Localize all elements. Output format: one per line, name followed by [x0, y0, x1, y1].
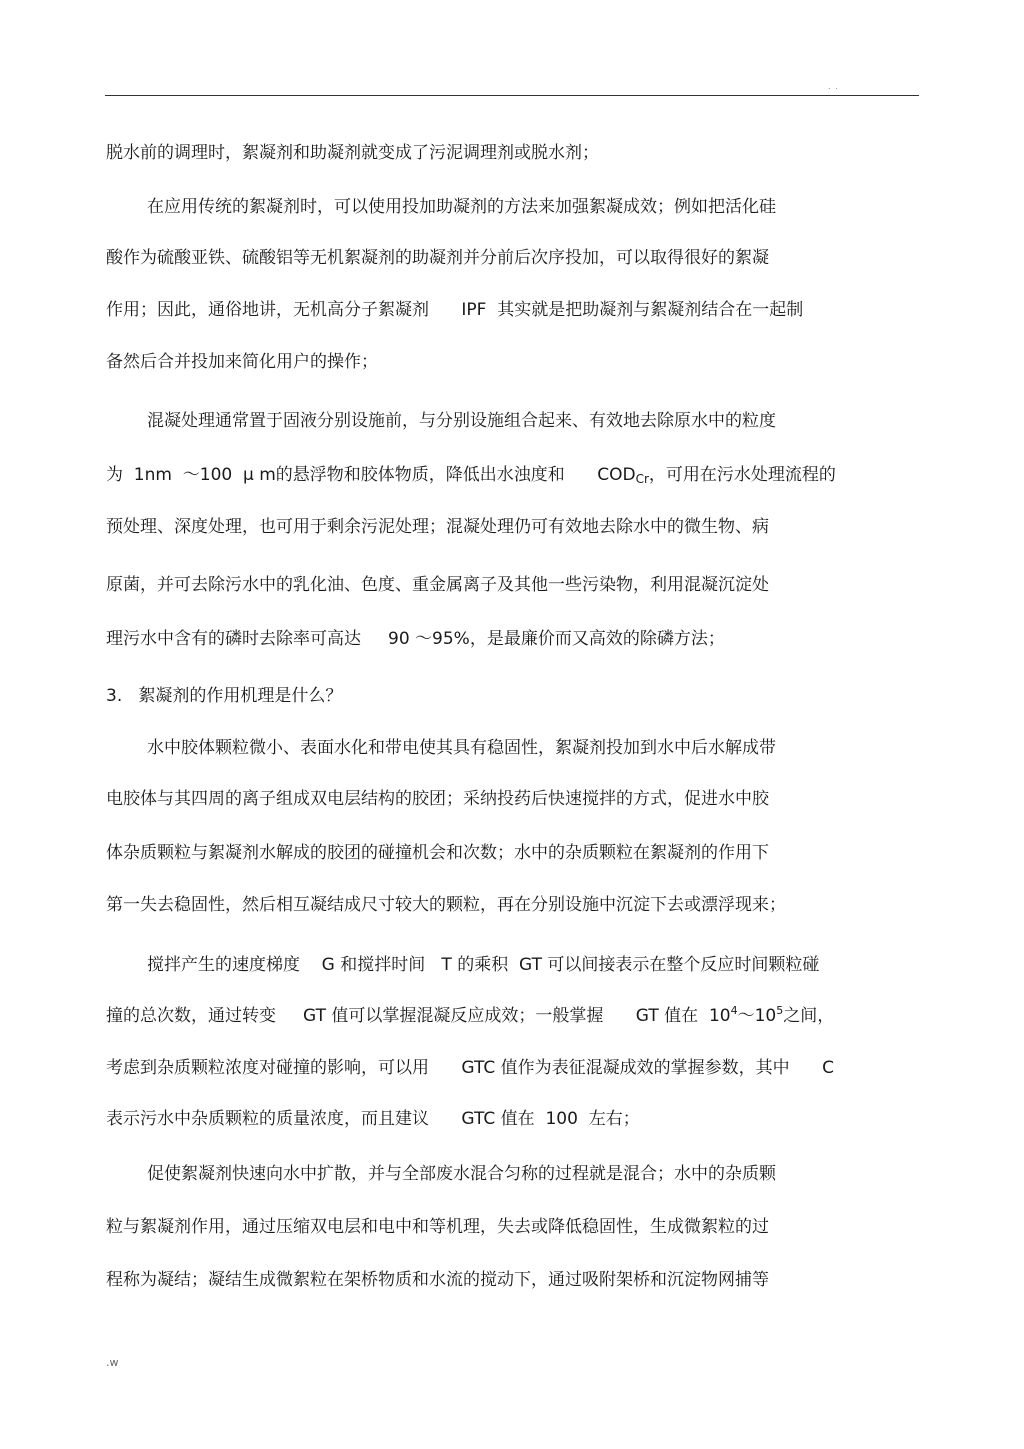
text-line-18: 考虑到杂质颗粒浓度对碰撞的影响，可以用 GTC 值作为表征混凝成效的掌握参数，其中 C [106, 1058, 834, 1078]
exponent-5: 5 [776, 1004, 784, 1017]
text-line-5: 备然后合并投加来简化用户的操作； [106, 352, 378, 372]
text-line-7-part-a: 为 1nm ～100 μ m的悬浮物和胶体物质，降低出水浊度和 COD [106, 465, 636, 485]
text-line-3: 酸作为硫酸亚铁、硫酸铝等无机絮凝剂的助凝剂并分前后次序投加，可以取得很好的絮凝 [106, 248, 769, 268]
text-line-7 [106, 464, 836, 487]
text-line-1: 脱水前的调理时，絮凝剂和助凝剂就变成了污泥调理剂或脱水剂； [106, 143, 599, 163]
text-line-21: 粒与絮凝剂作用，通过压缩双电层和电中和等机理，失去或降低稳固性，生成微絮粒的过 [106, 1217, 769, 1237]
text-line-15: 第一失去稳固性，然后相互凝结成尺寸较大的颗粒，再在分别设施中沉淀下去或漂浮现来； [106, 895, 786, 915]
text-line-7-subscript: Cr [635, 472, 649, 486]
text-line-13: 电胶体与其四周的离子组成双电层结构的胶团；采纳投药后快速搅拌的方式，促进水中胶 [106, 789, 769, 809]
header-rule [105, 95, 919, 96]
text-line-2: 在应用传统的絮凝剂时，可以使用投加助凝剂的方法来加强絮凝成效；例如把活化硅 [147, 197, 776, 217]
header-mark: . . [828, 82, 839, 91]
text-line-8: 预处理、深度处理，也可用于剩余污泥处理；混凝处理仍可有效地去除水中的微生物、病 [106, 517, 769, 537]
text-line-22: 程称为凝结；凝结生成微絮粒在架桥物质和水流的搅动下，通过吸附架桥和沉淀物网捕等 [106, 1270, 769, 1290]
text-line-20: 促使絮凝剂快速向水中扩散，并与全部废水混合匀称的过程就是混合；水中的杂质颗 [147, 1164, 776, 1184]
text-line-17-part-a: 撞的总次数，通过转变 GT 值可以掌握混凝反应成效；一般掌握 GT 值在 10 [106, 1006, 731, 1026]
text-line-17 [106, 1005, 834, 1029]
text-line-14: 体杂质颗粒与絮凝剂水解成的胶团的碰撞机会和次数；水中的杂质颗粒在絮凝剂的作用下 [106, 843, 769, 863]
text-line-17-part-c: 之间， [783, 1006, 835, 1026]
text-line-6: 混凝处理通常置于固液分别设施前，与分别设施组合起来、有效地去除原水中的粒度 [147, 411, 776, 431]
text-line-9: 原菌，并可去除污水中的乳化油、色度、重金属离子及其他一些污染物，利用混凝沉淀处 [106, 575, 769, 595]
text-line-12: 水中胶体颗粒微小、表面水化和带电使其具有稳固性，絮凝剂投加到水中后水解成带 [147, 738, 776, 758]
text-line-19: 表示污水中杂质颗粒的质量浓度，而且建议 GTC 值在 100 左右； [106, 1109, 640, 1129]
exponent-4: 4 [730, 1004, 738, 1017]
text-line-10: 理污水中含有的磷时去除率可高达 90 ～95%，是最廉价而又高效的除磷方法； [106, 629, 725, 649]
footer-mark: .w [106, 1356, 119, 1369]
text-line-16: 搅拌产生的速度梯度 G 和搅拌时间 T 的乘积 GT 可以间接表示在整个反应时间颗粒碰 [147, 955, 820, 975]
text-line-4: 作用；因此，通俗地讲，无机高分子絮凝剂 IPF 其实就是把助凝剂与絮凝剂结合在一起制 [106, 300, 804, 320]
section-heading: 3. 絮凝剂的作用机理是什么？ [106, 686, 343, 706]
text-line-7-part-b: ，可用在污水处理流程的 [648, 465, 836, 485]
text-line-17-part-b: ～10 [737, 1006, 777, 1026]
